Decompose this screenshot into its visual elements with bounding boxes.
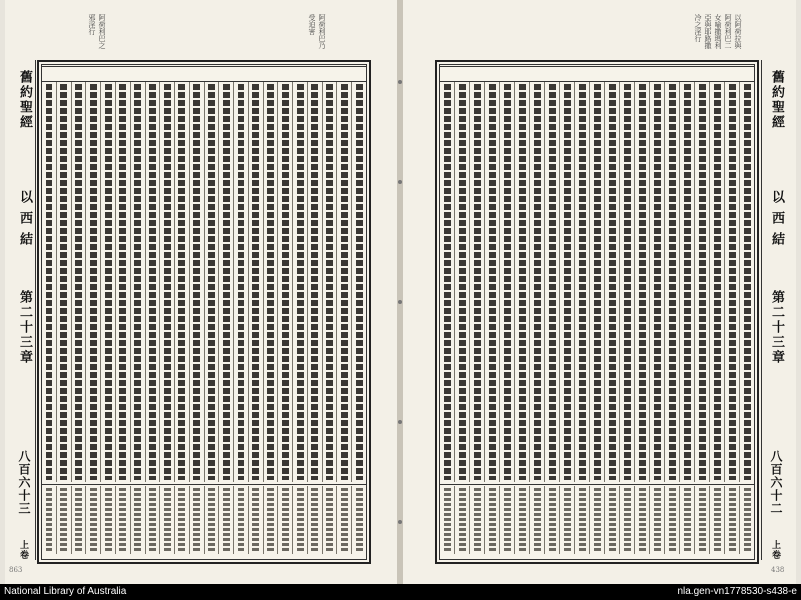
text-texture [60,84,67,480]
left-verse-number-strip [42,66,366,82]
text-texture [744,488,751,552]
left-text-frame [37,60,371,564]
text-column [664,82,679,482]
left-page [5,0,397,584]
text-texture [624,488,631,552]
left-text-columns [42,82,366,482]
text-column [559,82,574,482]
text-column [248,82,263,482]
annotation-column [218,486,233,554]
text-column [724,82,739,482]
left-header-rule [35,60,36,560]
annotation-column [189,486,204,554]
text-texture [341,84,348,480]
left-annotation-columns [42,486,366,554]
text-column [56,82,71,482]
item-identifier: nla.gen-vn1778530-s438-e [677,586,797,597]
library-name: National Library of Australia [4,586,127,597]
right-corner-stamp: 438 [771,566,785,574]
text-column [204,82,219,482]
annotation-column [145,486,160,554]
text-texture [75,488,82,552]
binding-stitch [398,520,402,524]
text-column [694,82,709,482]
text-texture [669,488,676,552]
annotation-column [307,486,322,554]
text-texture [534,84,541,480]
text-texture [699,84,706,480]
text-texture [149,488,156,552]
text-texture [252,84,259,480]
annotation-column [277,486,292,554]
text-texture [134,488,141,552]
right-margin-note-3: 女喻撒瑪利 [714,14,722,49]
annotation-column [589,486,604,554]
text-texture [238,84,245,480]
left-margin-note-2: 受迫害 [308,14,316,35]
annotation-column [664,486,679,554]
annotation-column [336,486,351,554]
right-text-frame [435,60,759,564]
left-volume-mark: 上卷 [18,540,28,560]
text-texture [684,84,691,480]
text-column [440,82,454,482]
text-texture [579,488,586,552]
text-texture [208,84,215,480]
annotation-column [544,486,559,554]
text-column [145,82,160,482]
text-texture [729,84,736,480]
text-texture [684,488,691,552]
text-column [574,82,589,482]
annotation-column [174,486,189,554]
text-texture [564,84,571,480]
text-texture [311,84,318,480]
right-header-rule [761,60,762,560]
text-column [130,82,145,482]
text-texture [699,488,706,552]
annotation-column [248,486,263,554]
text-texture [46,488,53,552]
text-column [739,82,754,482]
text-texture [639,84,646,480]
annotation-column [694,486,709,554]
text-texture [474,488,481,552]
text-column [499,82,514,482]
text-column [322,82,337,482]
text-texture [609,488,616,552]
annotation-column [484,486,499,554]
right-page-number: 八百六十二 [769,450,783,515]
text-texture [90,84,97,480]
text-texture [639,488,646,552]
left-page-number: 八百六十三 [17,450,31,515]
text-column [42,82,56,482]
text-column [634,82,649,482]
text-column [484,82,499,482]
annotation-column [159,486,174,554]
text-texture [654,84,661,480]
text-texture [489,488,496,552]
text-texture [549,84,556,480]
text-texture [297,488,304,552]
text-column [589,82,604,482]
text-column [277,82,292,482]
text-texture [594,84,601,480]
left-margin-note-3: 阿荷利巴之 [98,14,106,49]
text-texture [282,488,289,552]
text-texture [444,488,451,552]
text-texture [579,84,586,480]
text-column [679,82,694,482]
left-margin-note-4: 邪淫行 [88,14,96,35]
text-texture [75,84,82,480]
annotation-column [115,486,130,554]
text-column [529,82,544,482]
annotation-column [322,486,337,554]
right-page [403,0,796,584]
text-column [454,82,469,482]
annotation-column [559,486,574,554]
left-margin-note-1: 阿荷利巴乃 [318,14,326,49]
text-texture [714,84,721,480]
annotation-column [454,486,469,554]
annotation-column [263,486,278,554]
text-texture [193,84,200,480]
text-texture [744,84,751,480]
right-margin-note-5: 冷之淫行 [694,14,702,42]
text-column [174,82,189,482]
text-texture [341,488,348,552]
right-annotation-columns [440,486,754,554]
text-texture [90,488,97,552]
text-column [604,82,619,482]
text-texture [459,488,466,552]
archive-footer [0,584,801,600]
annotation-column [709,486,724,554]
text-texture [134,84,141,480]
text-texture [252,488,259,552]
text-texture [729,488,736,552]
text-texture [519,488,526,552]
text-column [263,82,278,482]
text-column [159,82,174,482]
text-texture [609,84,616,480]
annotation-column [204,486,219,554]
text-texture [267,84,274,480]
text-texture [267,488,274,552]
text-texture [534,488,541,552]
annotation-column [351,486,366,554]
right-margin-note-2: 阿荷利巴二 [724,14,732,49]
text-texture [444,84,451,480]
binding-stitch [398,420,402,424]
text-column [336,82,351,482]
text-column [307,82,322,482]
right-margin-note-1: 以阿荷拉與 [734,14,742,49]
annotation-column [604,486,619,554]
text-texture [326,488,333,552]
annotation-column [634,486,649,554]
binding-stitch [398,180,402,184]
text-column [189,82,204,482]
annotation-column [100,486,115,554]
text-column [71,82,86,482]
left-chapter: 第二十三章 [17,290,32,365]
binding-stitch [398,300,402,304]
text-column [544,82,559,482]
annotation-column [469,486,484,554]
text-texture [504,488,511,552]
text-texture [119,84,126,480]
text-column [709,82,724,482]
text-column [218,82,233,482]
text-texture [489,84,496,480]
text-texture [624,84,631,480]
text-column [469,82,484,482]
right-chapter: 第二十三章 [769,290,784,365]
text-texture [46,84,53,480]
annotation-column [649,486,664,554]
text-texture [654,488,661,552]
text-column [351,82,366,482]
text-column [85,82,100,482]
annotation-column [619,486,634,554]
text-column [619,82,634,482]
annotation-column [42,486,56,554]
text-texture [105,84,112,480]
left-book-name: 以西結 [17,190,32,253]
annotation-column [574,486,589,554]
text-texture [119,488,126,552]
binding-stitch [398,80,402,84]
text-column [100,82,115,482]
text-texture [519,84,526,480]
text-texture [193,488,200,552]
annotation-column [529,486,544,554]
text-texture [105,488,112,552]
text-column [115,82,130,482]
text-texture [474,84,481,480]
annotation-column [440,486,454,554]
annotation-column [71,486,86,554]
right-volume-mark: 上卷 [770,540,780,560]
left-corner-stamp: 863 [9,566,23,574]
right-page-title: 舊約聖經 [769,70,784,130]
text-texture [223,488,230,552]
text-texture [208,488,215,552]
annotation-column [499,486,514,554]
text-texture [356,84,363,480]
text-texture [459,84,466,480]
right-text-columns [440,82,754,482]
text-texture [178,84,185,480]
text-texture [178,488,185,552]
text-column [233,82,248,482]
annotation-column [739,486,754,554]
annotation-column [724,486,739,554]
text-texture [149,84,156,480]
text-texture [326,84,333,480]
text-column [292,82,307,482]
text-texture [164,84,171,480]
left-page-title: 舊約聖經 [17,70,32,130]
text-texture [504,84,511,480]
text-texture [223,84,230,480]
annotation-column [85,486,100,554]
annotation-column [130,486,145,554]
text-texture [714,488,721,552]
right-verse-number-strip [440,66,754,82]
text-texture [594,488,601,552]
text-texture [311,488,318,552]
text-texture [356,488,363,552]
text-texture [164,488,171,552]
annotation-column [56,486,71,554]
annotation-column [514,486,529,554]
text-texture [669,84,676,480]
annotation-column [292,486,307,554]
text-texture [297,84,304,480]
right-margin-note-4: 亞與耶路撒 [704,14,712,49]
text-texture [282,84,289,480]
annotation-column [233,486,248,554]
text-texture [564,488,571,552]
text-texture [549,488,556,552]
right-book-name: 以西結 [769,190,784,253]
annotation-column [679,486,694,554]
text-texture [238,488,245,552]
text-column [514,82,529,482]
text-column [649,82,664,482]
text-texture [60,488,67,552]
